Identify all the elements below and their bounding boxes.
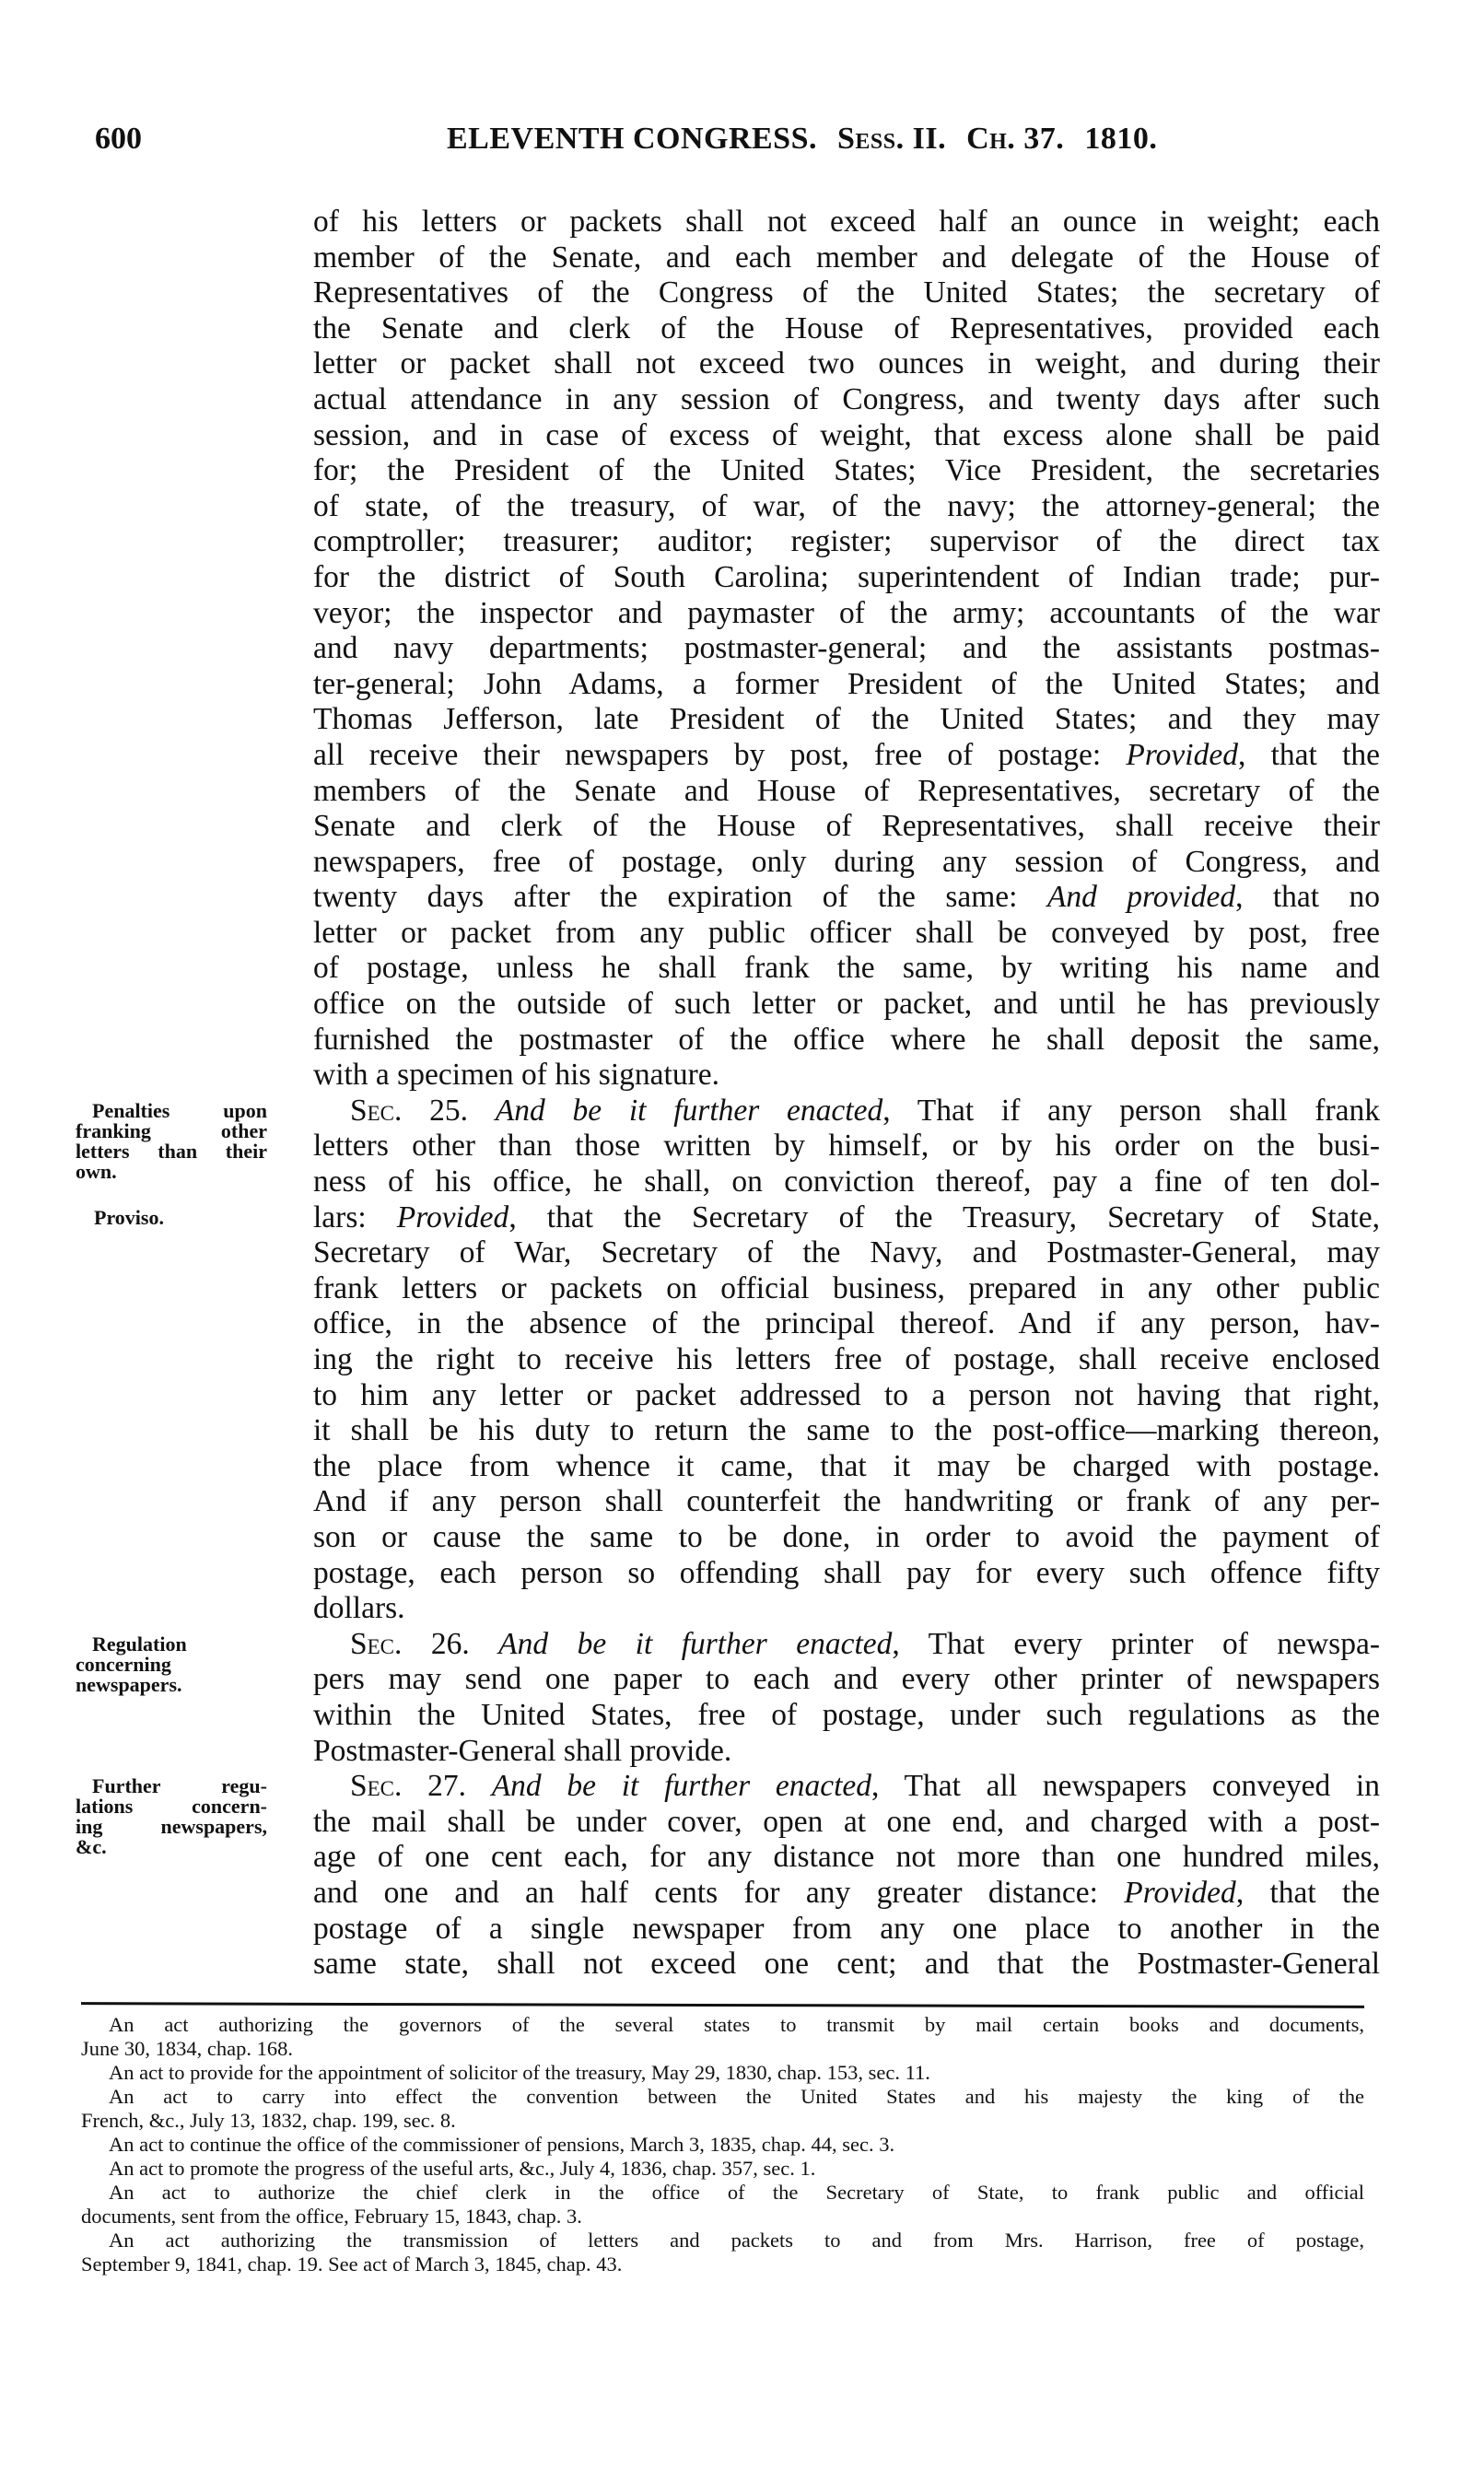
text-run: veyor; the inspector and paymaster of the army; accountants of the war <box>313 595 1380 630</box>
body-line <box>313 1769 1380 1805</box>
body-line <box>313 631 1380 667</box>
body-line <box>313 311 1380 347</box>
footnote <box>81 2157 1364 2181</box>
page-number: 600 <box>95 122 142 156</box>
body-line <box>313 774 1380 810</box>
footnote <box>81 2229 1364 2276</box>
text-run: postage, each person so offending shall pay for every such offence fifty <box>313 1555 1380 1590</box>
text-run: of postage, unless he shall frank the same, by writing his name and <box>313 951 1380 986</box>
text-run: And if any person shall counterfeit the handwriting or frank of any per- <box>313 1484 1380 1519</box>
statute-body <box>313 205 1380 1983</box>
text-run: ter-general; John Adams, a former President of the United States; and <box>313 666 1380 701</box>
text-run: son or cause the same to be done, in order to avoid the payment of <box>313 1519 1380 1554</box>
text-run: , That all newspapers conveyed in <box>871 1769 1380 1804</box>
body-line <box>313 702 1380 738</box>
text-run: same state, shall not exceed one cent; and that the Postmaster-General <box>313 1947 1380 1982</box>
section-number: Sec. 26. <box>350 1626 499 1661</box>
text-run: office on the outside of such letter or packet, and until he has previously <box>313 987 1380 1022</box>
footnote-divider <box>81 2002 1364 2008</box>
body-line <box>313 1164 1380 1200</box>
text-run: , that no <box>1235 880 1380 915</box>
text-run: and navy departments; postmaster-general; and the assistants postmas- <box>313 631 1380 666</box>
body-line <box>313 205 1380 240</box>
margin-note-line: ing newspapers, <box>76 1815 267 1839</box>
footnote-line: An act to provide for the appointment of solicitor of the treasury, May 29, 1830, chap. 153, sec. 11. <box>109 2061 930 2084</box>
text-run: twenty days after the expiration of the same: <box>313 880 1047 915</box>
margin-note-line: newspapers. <box>76 1673 182 1696</box>
section-number: Sec. 27. <box>350 1769 492 1804</box>
footnote-line: An act to continue the office of the commissioner of pensions, March 3, 1835, chap. 44, sec. 3. <box>109 2133 895 2156</box>
text-run: lars: <box>313 1199 397 1234</box>
body-line <box>313 1378 1380 1414</box>
year-label: 1810. <box>1084 122 1158 156</box>
footnote <box>81 2061 1364 2085</box>
body-line <box>313 1912 1380 1948</box>
running-header <box>0 122 1484 158</box>
text-run: postage of a single newspaper from any one place to another in the <box>313 1911 1380 1946</box>
text-run: members of the Senate and House of Representatives, secretary of the <box>313 773 1380 808</box>
text-run: Representatives of the Congress of the United States; the secretary of <box>313 275 1380 310</box>
text-run: of state, of the treasury, of war, of the navy; the attorney-general; the <box>313 488 1380 523</box>
body-line <box>313 880 1380 916</box>
footnote <box>81 2013 1364 2061</box>
margin-note-line: Regulation <box>92 1632 187 1656</box>
body-line <box>313 1662 1380 1698</box>
text-run: for; the President of the United States; Vice President, the secretaries <box>313 453 1380 488</box>
italic-phrase: Provided <box>396 1199 509 1234</box>
body-line <box>313 1200 1380 1236</box>
text-run: , that the <box>1235 1875 1380 1910</box>
text-run: , that the Secretary of the Treasury, Secretary of State, <box>508 1199 1380 1234</box>
text-run: actual attendance in any session of Congress, and twenty days after such <box>313 381 1380 416</box>
margin-note-line: letters than their <box>76 1140 267 1163</box>
body-line <box>313 1876 1380 1912</box>
margin-note-line: franking other <box>76 1119 267 1142</box>
text-run: member of the Senate, and each member and delegate of the House of <box>313 240 1380 275</box>
footnote-line: French, &c., July 13, 1832, chap. 199, sec. 8. <box>81 2109 456 2132</box>
text-run: the mail shall be under cover, open at one end, and charged with a post- <box>313 1804 1380 1839</box>
italic-phrase: Provided <box>1126 737 1238 772</box>
body-line <box>313 1947 1380 1983</box>
body-line <box>313 1058 1380 1094</box>
text-run: letter or packet shall not exceed two ounces in weight, and during their <box>313 346 1380 381</box>
body-line <box>313 596 1380 632</box>
body-line <box>313 1840 1380 1876</box>
text-run: for the district of South Carolina; superintendent of Indian trade; pur- <box>313 559 1380 594</box>
session-label: Sess. II. <box>837 122 947 156</box>
margin-note-proviso <box>76 1205 267 1229</box>
text-run: all receive their newspapers by post, free of postage: <box>313 737 1127 772</box>
body-line <box>313 809 1380 845</box>
congress-title: ELEVENTH CONGRESS. <box>447 122 817 156</box>
text-run: dollars. <box>313 1591 405 1626</box>
running-title <box>447 122 1177 157</box>
text-run: office, in the absence of the principal thereof. And if any person, hav- <box>313 1306 1380 1341</box>
text-run: within the United States, free of postage, under such regulations as the <box>313 1697 1380 1732</box>
body-line <box>313 1484 1380 1520</box>
italic-phrase: And be it further enacted <box>491 1769 872 1804</box>
text-run: with a specimen of his signature. <box>313 1058 719 1093</box>
text-run: and one and an half cents for any greater distance: <box>313 1875 1125 1910</box>
text-run: the place from whence it came, that it may be charged with postage. <box>313 1448 1380 1483</box>
text-run: age of one cent each, for any distance not more than one hundred miles, <box>313 1840 1380 1875</box>
body-line <box>313 418 1380 454</box>
body-line <box>313 382 1380 418</box>
text-run: Thomas Jefferson, late President of the United States; and they may <box>313 702 1380 737</box>
body-line <box>313 845 1380 881</box>
text-run: Senate and clerk of the House of Representatives, shall receive their <box>313 809 1380 844</box>
footnotes <box>81 2013 1364 2276</box>
italic-phrase: And be it further enacted <box>495 1093 883 1128</box>
text-run: , That every printer of newspa- <box>892 1626 1380 1661</box>
footnote-line: June 30, 1834, chap. 168. <box>81 2037 293 2060</box>
footnote-line: An act to carry into effect the convention between the United States and his majesty the king of the <box>109 2085 1364 2108</box>
text-run: the Senate and clerk of the House of Representatives, provided each <box>313 310 1380 345</box>
margin-note-line: Further regu- <box>92 1774 267 1798</box>
body-line <box>313 1413 1380 1449</box>
margin-note-further-regulations <box>76 1776 267 1857</box>
text-run: Postmaster-General shall provide. <box>313 1733 732 1768</box>
body-line <box>313 489 1380 525</box>
text-run: ing the right to receive his letters free of postage, shall receive enclosed <box>313 1342 1380 1376</box>
text-run: pers may send one paper to each and every other printer of newspapers <box>313 1662 1380 1697</box>
footnote-line: An act to authorize the chief clerk in the office of the Secretary of State, to frank public and official <box>109 2181 1364 2204</box>
body-line <box>313 951 1380 987</box>
chapter-label: Ch. 37. <box>966 122 1065 156</box>
body-line <box>313 1306 1380 1342</box>
margin-note-line: lations concern- <box>76 1795 267 1819</box>
text-run: furnished the postmaster of the office where he shall deposit the same, <box>313 1022 1380 1057</box>
body-line <box>313 1698 1380 1734</box>
body-line <box>313 1805 1380 1841</box>
text-run: of his letters or packets shall not exceed half an ounce in weight; each <box>313 205 1380 239</box>
text-run: frank letters or packets on official business, prepared in any other public <box>313 1270 1380 1305</box>
margin-note-line: own. <box>76 1160 117 1183</box>
italic-phrase: And be it further enacted <box>498 1626 893 1661</box>
footnote-line: An act to promote the progress of the useful arts, &c., July 4, 1836, chap. 357, sec. 1. <box>109 2157 816 2180</box>
body-line <box>313 1556 1380 1592</box>
body-line <box>313 453 1380 489</box>
text-run: letters other than those written by himself, or by his order on the busi- <box>313 1129 1380 1164</box>
body-line <box>313 1342 1380 1378</box>
margin-note-penalties-franking <box>76 1101 267 1182</box>
section-number: Sec. 25. <box>350 1093 496 1128</box>
body-line <box>313 524 1380 560</box>
body-line <box>313 1734 1380 1770</box>
text-run: comptroller; treasurer; auditor; register; supervisor of the direct tax <box>313 524 1380 559</box>
text-run: Secretary of War, Secretary of the Navy, and Postmaster-General, may <box>313 1235 1380 1270</box>
body-line <box>313 1520 1380 1556</box>
body-line <box>313 667 1380 703</box>
margin-note-line: Proviso. <box>94 1205 164 1229</box>
text-run: ness of his office, he shall, on conviction thereof, pay a fine of ten dol- <box>313 1164 1380 1199</box>
margin-note-line: concerning <box>76 1653 171 1676</box>
body-line <box>313 346 1380 382</box>
italic-phrase: Provided <box>1124 1875 1236 1910</box>
footnote-line: documents, sent from the office, February 15, 1843, chap. 3. <box>81 2205 582 2228</box>
footnote-line: An act authorizing the transmission of letters and packets to and from Mrs. Harrison, free of postage, <box>109 2229 1364 2252</box>
body-line <box>313 738 1380 774</box>
text-run: it shall be his duty to return the same to the post-office—marking thereon, <box>313 1413 1380 1448</box>
text-run: newspapers, free of postage, only during any session of Congress, and <box>313 844 1380 879</box>
margin-note-line: &c. <box>76 1835 107 1859</box>
body-line <box>313 1094 1380 1129</box>
text-run: letter or packet from any public officer shall be conveyed by post, free <box>313 915 1380 950</box>
text-run: to him any letter or packet addressed to a person not having that right, <box>313 1377 1380 1412</box>
margin-note-line: Penalties upon <box>92 1099 267 1122</box>
body-line <box>313 1023 1380 1059</box>
body-line <box>313 275 1380 311</box>
body-line <box>313 1627 1380 1663</box>
text-run: session, and in case of excess of weight, that excess alone shall be paid <box>313 417 1380 452</box>
margin-note-regulation-newspapers <box>76 1634 267 1695</box>
footnote <box>81 2085 1364 2133</box>
body-line <box>313 240 1380 276</box>
footnote <box>81 2181 1364 2229</box>
body-line <box>313 1235 1380 1271</box>
footnote <box>81 2133 1364 2157</box>
footnote-line: An act authorizing the governors of the several states to transmit by mail certain books and documents, <box>109 2013 1364 2036</box>
body-line <box>313 1271 1380 1307</box>
text-run: , That if any person shall frank <box>882 1093 1380 1128</box>
footnote-line: September 9, 1841, chap. 19. See act of March 3, 1845, chap. 43. <box>81 2253 623 2276</box>
body-line <box>313 560 1380 596</box>
body-line <box>313 1591 1380 1627</box>
body-line <box>313 987 1380 1023</box>
body-line <box>313 1449 1380 1485</box>
text-run: , that the <box>1237 737 1380 772</box>
body-line <box>313 916 1380 952</box>
body-line <box>313 1129 1380 1164</box>
italic-phrase: And provided <box>1046 880 1236 915</box>
